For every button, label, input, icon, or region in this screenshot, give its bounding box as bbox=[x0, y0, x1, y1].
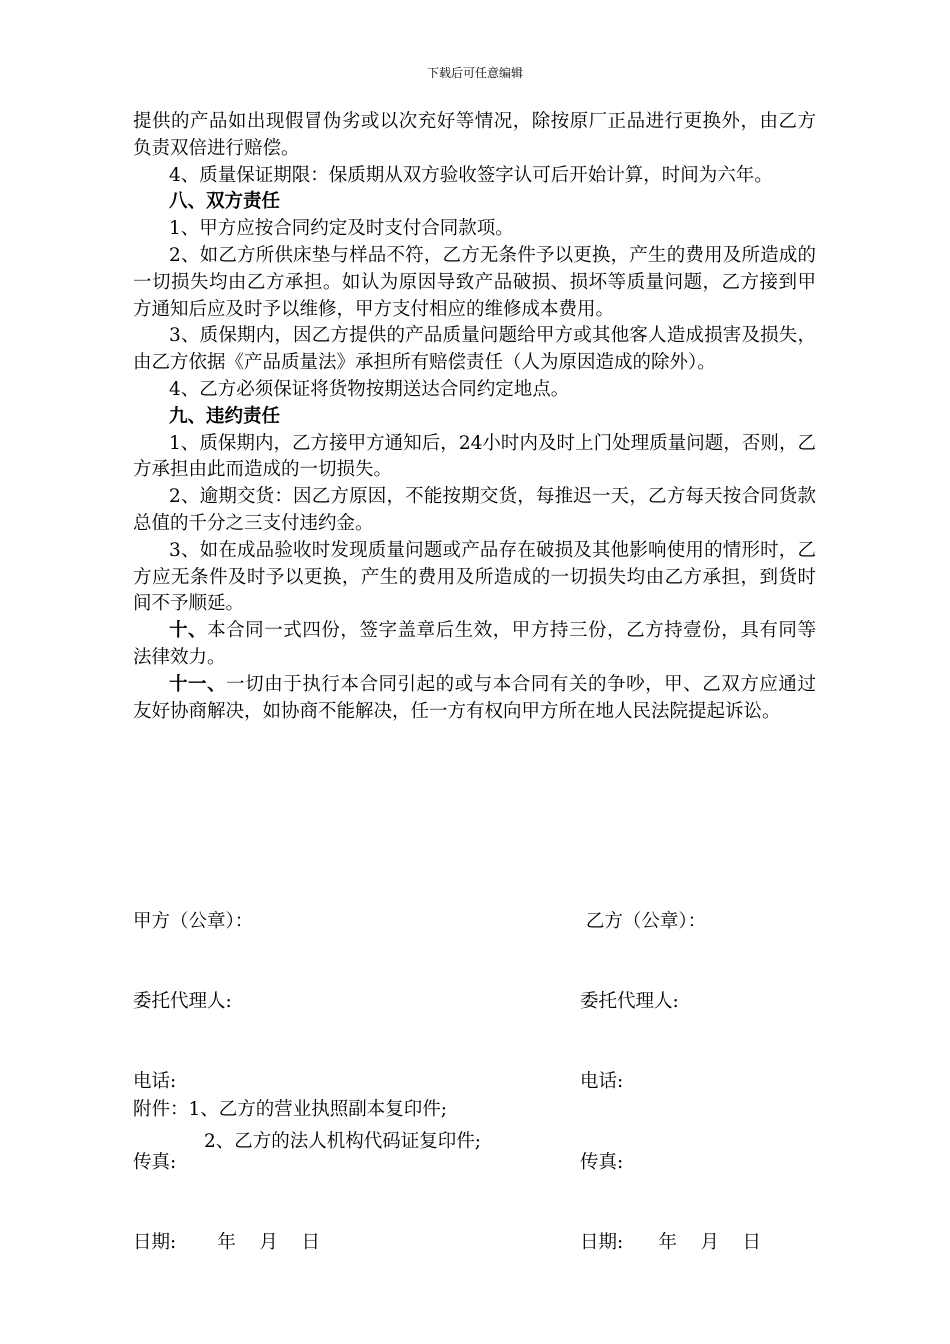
page-header: 下载后可任意编辑 bbox=[426, 66, 523, 80]
paragraph: 3、如在成品验收时发现质量问题或产品存在破损及其他影响使用的情形时，乙方应无条件及时予以更换，产生的费用及所造成的一切损失均由乙方承担，到货时间不予顺延。 bbox=[133, 539, 816, 615]
contract-body bbox=[133, 109, 816, 725]
clause-text: 一切由于执行本合同引起的或与本合同有关的争吵，甲、乙双方应通过友好协商解决，如协商不能解决，任一方有权向甲方所在地人民法院提起诉讼。 bbox=[133, 673, 816, 722]
paragraph: 2、如乙方所供床垫与样品不符，乙方无条件予以更换，产生的费用及所造成的一切损失均由乙方承担。如认为原因导致产品破损、损坏等质量问题，乙方接到甲方通知后应及时予以维修，甲方支付相应的维修成本费用。 bbox=[133, 244, 816, 320]
paragraph: 1、质保期内，乙方接甲方通知后，24小时内及时上门处理质量问题，否则，乙方承担由此而造成的一切损失。 bbox=[133, 432, 816, 481]
party-b-date: 日期: 年 月 日 bbox=[580, 1232, 762, 1254]
paragraph bbox=[133, 672, 816, 726]
paragraph: 提供的产品如出现假冒伪劣或以次充好等情况，除按原厂正品进行更换外，由乙方负责双倍进行赔偿。 bbox=[133, 111, 816, 159]
party-b-agent: 委托代理人: bbox=[580, 990, 679, 1012]
clause-text: 本合同一式四份，签字盖章后生效，甲方持三份，乙方持壹份，具有同等法律效力。 bbox=[133, 620, 816, 668]
paragraph: 2、逾期交货：因乙方原因，不能按期交货，每推迟一天，乙方每天按合同货款总值的千分之三支付违约金。 bbox=[133, 486, 816, 534]
party-a-seal: 甲方（公章）： bbox=[133, 910, 254, 932]
party-b-signature bbox=[580, 855, 761, 1311]
clause-number: 十一、 bbox=[169, 673, 227, 695]
attachment-item: 2、乙方的法人机构代码证复印件; bbox=[204, 1131, 482, 1152]
party-b-seal: 乙方（公章）： bbox=[580, 910, 707, 932]
party-a-phone: 电话: bbox=[133, 1071, 177, 1093]
party-a-agent: 委托代理人: bbox=[133, 990, 232, 1012]
party-a-fax: 传真: bbox=[133, 1151, 177, 1173]
clause-number: 十、 bbox=[169, 620, 208, 642]
party-a-date: 日期: 年 月 日 bbox=[133, 1232, 320, 1254]
paragraph: 4、质量保证期限：保质期从双方验收签字认可后开始计算，时间为六年。 bbox=[169, 164, 773, 186]
attachment-item: 附件：1、乙方的营业执照副本复印件; bbox=[133, 1099, 448, 1120]
paragraph: 3、质保期内，因乙方提供的产品质量问题给甲方或其他客人造成损害及损失，由乙方依据《产品质量法》承担所有赔偿责任（人为原因造成的除外）。 bbox=[133, 325, 816, 374]
section-heading: 八、双方责任 bbox=[169, 191, 281, 213]
attachments bbox=[133, 1094, 833, 1158]
section-heading: 九、违约责任 bbox=[169, 405, 281, 427]
paragraph: 1、甲方应按合同约定及时支付合同款项。 bbox=[169, 218, 514, 240]
party-a-signature bbox=[133, 855, 320, 1311]
party-b-phone: 电话: bbox=[580, 1071, 624, 1093]
paragraph: 4、乙方必须保证将货物按期送达合同约定地点。 bbox=[169, 378, 570, 400]
attachments-label: 附件： bbox=[133, 1099, 189, 1120]
paragraph bbox=[133, 618, 816, 672]
party-b-fax: 传真: bbox=[580, 1151, 624, 1173]
